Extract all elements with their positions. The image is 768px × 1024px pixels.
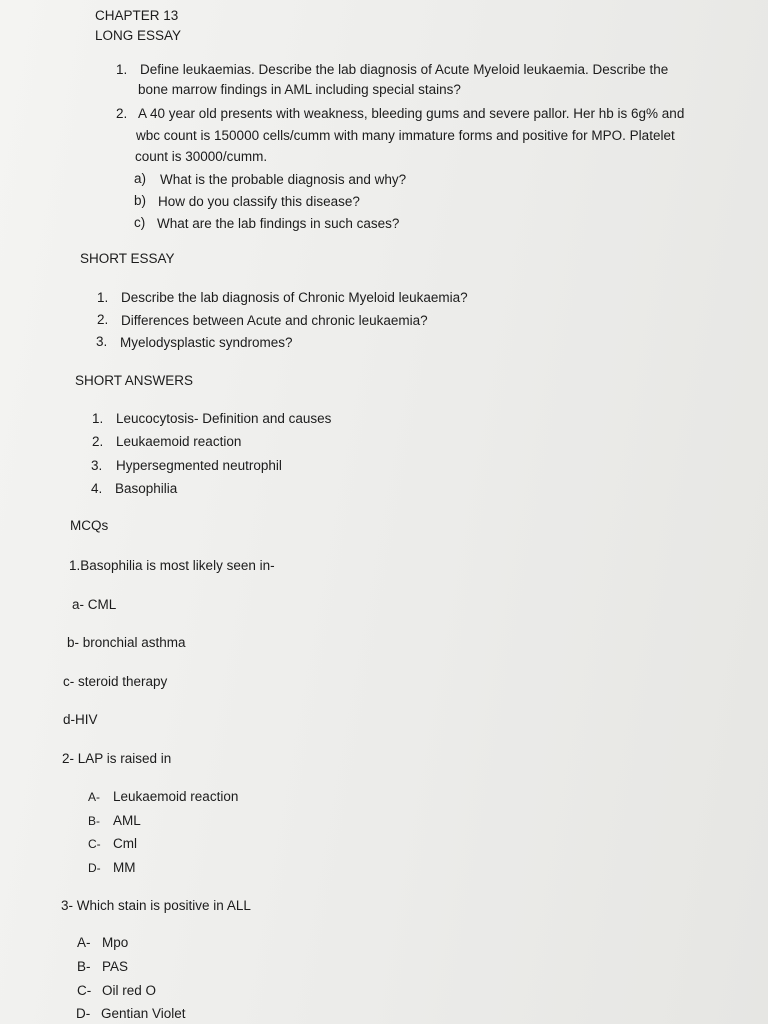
question-line: wbc count is 150000 cells/cumm with many immature forms and positive for MPO. Platelet	[136, 128, 675, 143]
mcq-option-label: A-	[77, 935, 91, 950]
mcq-option-label: D-	[76, 1006, 91, 1021]
mcq-option: Gentian Violet	[101, 1006, 186, 1021]
mcq-option-label: B-	[88, 814, 100, 828]
mcq-option-label: A-	[88, 790, 100, 804]
list-item: Myelodysplastic syndromes?	[120, 335, 293, 350]
sub-question-text: What is the probable diagnosis and why?	[160, 172, 407, 187]
list-item-number: 2.	[97, 312, 109, 327]
list-item: Leucocytosis- Definition and causes	[116, 411, 332, 426]
sub-question-label: b)	[134, 193, 147, 208]
short-answers-heading: SHORT ANSWERS	[75, 373, 194, 388]
mcq-option-label: C-	[77, 983, 92, 998]
list-item-number: 2.	[92, 434, 104, 449]
mcq-option: Leukaemoid reaction	[113, 789, 239, 804]
mcq-question-text: 2- LAP is raised in	[62, 751, 172, 766]
mcq-option-label: B-	[77, 959, 91, 974]
question-line: count is 30000/cumm.	[135, 149, 268, 164]
mcq-option-label: D-	[88, 861, 101, 875]
mcq-option: Mpo	[102, 935, 129, 950]
list-item-number: 3.	[96, 334, 108, 349]
sub-question-label: a)	[134, 171, 147, 186]
list-item-number: 3.	[91, 458, 103, 473]
chapter-title: CHAPTER 13	[95, 8, 179, 23]
mcqs-heading: MCQs	[70, 518, 109, 533]
sub-question-text: What are the lab findings in such cases?	[157, 216, 400, 231]
list-item-number: 1.	[92, 411, 104, 426]
mcq-option: AML	[113, 813, 141, 828]
question-line: Define leukaemias. Describe the lab diagnosis of Acute Myeloid leukaemia. Describe the	[140, 62, 669, 77]
question-line: bone marrow findings in AML including special stains?	[138, 82, 461, 97]
list-item: Describe the lab diagnosis of Chronic Myeloid leukaemia?	[121, 290, 468, 305]
sub-question-text: How do you classify this disease?	[158, 194, 360, 209]
list-item: Differences between Acute and chronic leukaemia?	[121, 313, 428, 328]
mcq-option: d-HIV	[63, 712, 98, 727]
mcq-option: b- bronchial asthma	[67, 635, 186, 650]
long-essay-heading: LONG ESSAY	[95, 28, 182, 43]
list-item: Basophilia	[115, 481, 178, 496]
question-number: 2.	[116, 106, 128, 121]
mcq-question-text: 3- Which stain is positive in ALL	[61, 898, 251, 913]
list-item-number: 4.	[91, 481, 103, 496]
list-item-number: 1.	[97, 290, 109, 305]
mcq-option: Cml	[113, 836, 137, 851]
question-line: A 40 year old presents with weakness, bleeding gums and severe pallor. Her hb is 6g% and	[138, 106, 685, 121]
mcq-question-text: 1.Basophilia is most likely seen in-	[69, 558, 275, 573]
short-essay-heading: SHORT ESSAY	[80, 251, 175, 266]
mcq-option: c- steroid therapy	[63, 674, 168, 689]
mcq-option: Oil red O	[102, 983, 157, 998]
list-item: Hypersegmented neutrophil	[116, 458, 282, 473]
mcq-option-label: C-	[88, 837, 101, 851]
list-item: Leukaemoid reaction	[116, 434, 242, 449]
mcq-option: MM	[113, 860, 136, 875]
question-number: 1.	[116, 62, 128, 77]
sub-question-label: c)	[134, 215, 146, 230]
mcq-option: a- CML	[72, 597, 117, 612]
mcq-option: PAS	[102, 959, 129, 974]
